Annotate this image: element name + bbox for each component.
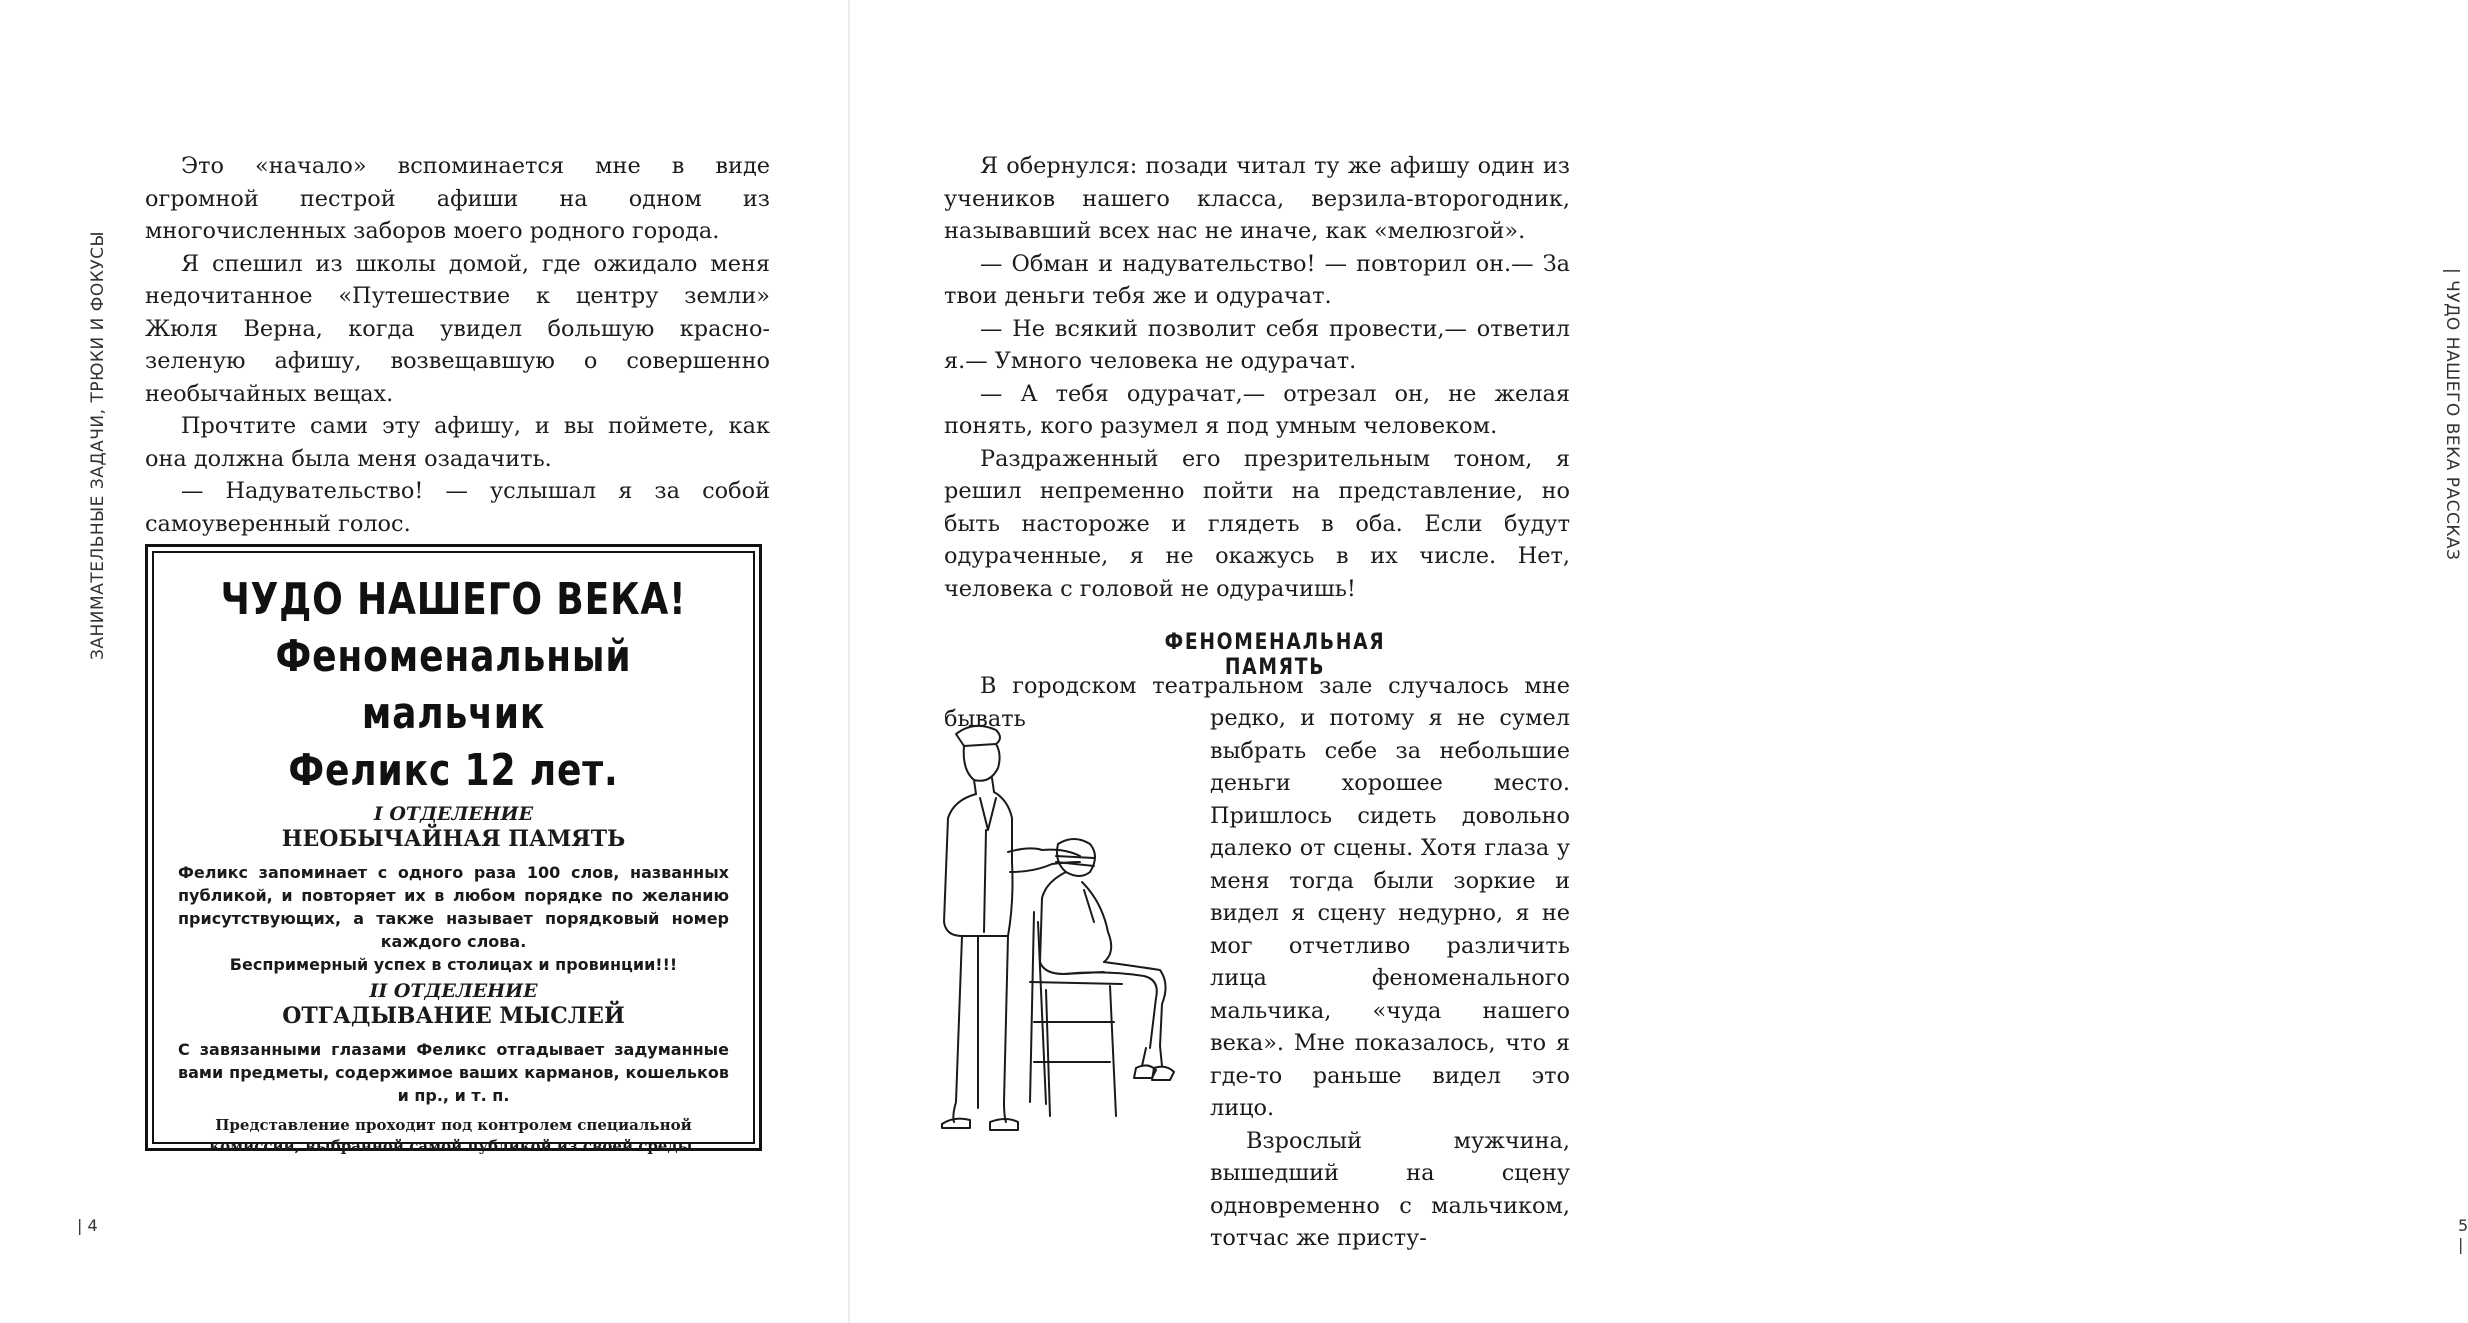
- left-body-text: [145, 150, 770, 540]
- poster-description: Феликс запоминает с одного раза 100 слов, названных публикой, и повторяет их в любом порядке по желанию присутствующих, а также называет порядковый номер каждого слова.: [178, 863, 729, 951]
- poster-section-title: ОТГАДЫВАНИЕ МЫСЛЕЙ: [282, 1003, 625, 1029]
- paragraph: — Надувательство! — услышал я за собой самоуверенный голос.: [145, 478, 770, 537]
- paragraph: — Обман и надувательство! — повторил он.— За твои деньги тебя же и одурачат.: [944, 250, 1570, 309]
- section-first-line: В городском театральном зале случалось мне бывать: [944, 673, 1570, 732]
- paragraph: Взрослый мужчина, вышедший на сцену одновременно с мальчиком, тотчас же присту-: [1210, 1127, 1570, 1251]
- section-wrapped-text: [1210, 702, 1570, 1255]
- paragraph: Я обернулся: позади читал ту же афишу один из учеников нашего класса, верзила-второгодник, называвший всех нас не иначе, как «мелюзгой».: [944, 153, 1570, 244]
- poster-headline: Феноменальный мальчик: [275, 631, 632, 739]
- poster-success-line: Беспримерный успех в столицах и провинции!!!: [229, 955, 678, 974]
- poster-headline: Феликс 12 лет.: [288, 745, 619, 796]
- right-body-text: [944, 150, 1570, 605]
- poster-description: С завязанными глазами Феликс отгадывает задуманные вами предметы, содержимое ваших карманов, кошельков и пр., и т. п.: [178, 1040, 729, 1105]
- poster-note: Представление проходит под контролем специальной комиссии, выбранной самой публикой из своей среды.: [209, 1116, 698, 1155]
- poster: [145, 544, 762, 1155]
- poster-headline: ЧУДО НАШЕГО ВЕКА!: [220, 574, 687, 625]
- paragraph: — А тебя одурачат,— отрезал он, не желая понять, кого разумел я под умным человеком.: [944, 380, 1570, 439]
- page-number: | 4: [77, 1216, 98, 1235]
- paragraph: Это «начало» вспоминается мне в виде огромной пестрой афиши на одном из многочисленных заборов моего родного города.: [145, 153, 770, 244]
- paragraph: Я спешил из школы домой, где ожидало меня недочитанное «Путешествие к центру земли» Жюля Верна, когда увидел большую красно-зеленую афишу, возвещавшую о совершенно необычайных вещах.: [145, 250, 770, 407]
- right-running-head: | ЧУДО НАШЕГО ВЕКА РАССКАЗ: [2442, 268, 2462, 561]
- illustration-man-and-blindfolded-boy: [934, 722, 1214, 1152]
- left-page: [0, 0, 848, 1323]
- right-page: [850, 0, 2468, 1323]
- paragraph: — Не всякий позволит себя провести,— ответил я.— Умного человека не одурачат.: [944, 315, 1570, 374]
- paragraph: редко, и потому я не сумел выбрать себе за небольшие деньги хорошее место. Пришлось сидеть довольно далеко от сцены. Хотя глаза у меня тогда были зоркие и видел я сцену недурно, я не мог отчетливо различить лица феноменального мальчика, «чуда нашего века». Мне показалось, что я где-то раньше видел это лицо.: [1210, 705, 1570, 1121]
- poster-section-label: II ОТДЕЛЕНИЕ: [369, 980, 538, 1002]
- poster-inner-frame: [152, 551, 755, 1155]
- page-number: 5 |: [2458, 1216, 2468, 1254]
- left-running-head: ЗАНИМАТЕЛЬНЫЕ ЗАДАЧИ, ТРЮКИ И ФОКУСЫ: [88, 230, 108, 660]
- paragraph: Раздраженный его презрительным тоном, я решил непременно пойти на представление, но быть настороже и глядеть в оба. Если будут одураченные, я не окажусь в их числе. Нет, человека с головой не одурачишь!: [944, 445, 1570, 602]
- paragraph: Прочтите сами эту афишу, и вы поймете, как она должна была меня озадачить.: [145, 413, 770, 472]
- section-heading: ФЕНОМЕНАЛЬНАЯ ПАМЯТЬ: [1164, 630, 1386, 680]
- poster-section-title: НЕОБЫЧАЙНАЯ ПАМЯТЬ: [281, 826, 626, 852]
- poster-section-label: I ОТДЕЛЕНИЕ: [373, 803, 534, 825]
